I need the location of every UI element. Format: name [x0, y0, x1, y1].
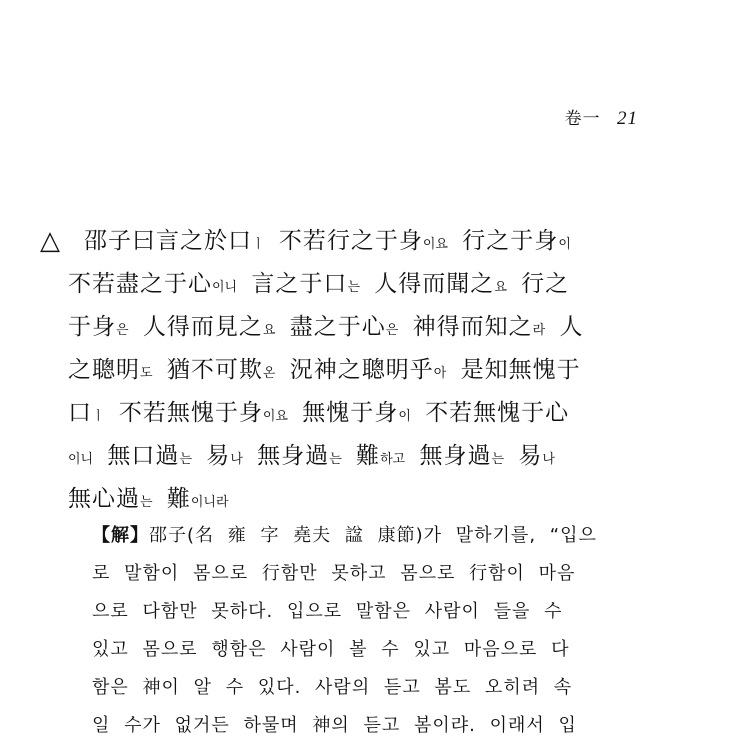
verse-line	[40, 265, 680, 308]
commentary-label: 【解】	[92, 525, 149, 546]
hanja-text: 不若無愧于身	[104, 400, 263, 426]
hanja-text: 難	[152, 486, 191, 512]
commentary-text: 있고 몸으로 행함은 사람이 볼 수 있고 마음으로 다	[92, 639, 570, 660]
commentary-passage	[92, 521, 662, 749]
hanja-text: 無口過	[93, 443, 180, 469]
verse-line	[40, 222, 680, 265]
verse-line	[40, 480, 680, 523]
commentary-line	[92, 597, 662, 635]
reading-particle: 아	[433, 366, 447, 381]
hanja-text: 之聰明	[68, 357, 140, 383]
reading-particle: 하고	[380, 452, 406, 467]
verse-passage	[40, 222, 680, 523]
hanja-text: 行之	[506, 271, 570, 297]
hanja-text: 易	[192, 443, 231, 469]
commentary-text: 으로 다함만 못하다. 입으로 말함은 사람이 들을 수	[92, 601, 563, 622]
commentary-line	[92, 559, 662, 597]
hanja-text: 易	[504, 443, 543, 469]
reading-particle: 라	[532, 323, 546, 338]
running-header	[565, 104, 638, 130]
reading-particle: 는	[140, 495, 153, 510]
hanja-text: 于身	[68, 314, 116, 340]
hanja-text: 不若無愧于心	[410, 400, 570, 426]
commentary-line	[92, 673, 662, 711]
hanja-text: 邵子曰言之於口	[84, 228, 252, 254]
hanja-text: 人得而聞之	[360, 271, 495, 297]
hanja-text: 無心過	[68, 486, 140, 512]
volume-label: 卷一	[564, 109, 601, 129]
hanja-text: 無身過	[242, 443, 330, 469]
reading-particle: 는	[329, 452, 342, 467]
reading-particle: 은	[385, 323, 399, 338]
commentary-text: 로 말함이 몸으로 行함만 못하고 몸으로 行함이 마음	[92, 563, 576, 584]
reading-particle: 이요	[422, 237, 448, 252]
commentary-line	[92, 711, 662, 749]
hanja-text: 口	[68, 400, 92, 426]
reading-particle: 이니	[212, 280, 238, 295]
verse-lines	[40, 222, 680, 523]
reading-particle: 는	[179, 452, 192, 467]
hanja-text: 不若盡之于心	[68, 271, 212, 297]
hanja-text: 無身過	[405, 443, 492, 469]
hanja-text: 神得而知之	[398, 314, 533, 340]
hanja-text: 況神之聰明乎	[275, 357, 434, 383]
commentary-line	[92, 635, 662, 673]
commentary-line	[92, 521, 662, 559]
hanja-text: 言之于口	[237, 271, 348, 297]
reading-particle: 도	[140, 366, 153, 381]
reading-particle: 이	[398, 409, 411, 424]
reading-particle: 는	[347, 280, 360, 295]
hanja-text: 行之于身	[448, 228, 559, 254]
reading-particle: 요	[262, 323, 276, 338]
hanja-text: 人	[545, 314, 584, 340]
hanja-text: 是知無愧于	[446, 357, 581, 383]
hanja-text: 無愧于身	[288, 400, 399, 426]
reading-particle: 요	[494, 280, 507, 295]
hanja-text: 猶不可欺	[152, 357, 263, 383]
hanja-text: 盡之于心	[275, 314, 386, 340]
reading-particle: 나	[230, 452, 243, 467]
reading-particle: 는	[491, 452, 505, 467]
verse-line	[40, 394, 680, 437]
commentary-text: 일 수가 없거든 하물며 神의 듣고 봄이랴. 이래서 입	[92, 715, 577, 736]
verse-line	[40, 437, 680, 480]
commentary-lines	[92, 521, 662, 749]
verse-line	[40, 351, 680, 394]
reading-particle: ㅣ	[92, 409, 105, 424]
reading-particle: 이요	[262, 409, 288, 424]
verse-line	[40, 308, 680, 351]
reading-particle: 온	[262, 366, 276, 381]
commentary-text: 邵子(名 雍 字 堯夫 諡 康節)가 말하기를, “입으	[149, 525, 597, 546]
commentary-text: 함은 神이 알 수 있다. 사람의 듣고 봄도 오히려 속	[92, 677, 573, 698]
reading-particle: 이니라	[190, 495, 229, 510]
page-number: 21	[617, 108, 638, 129]
hanja-text: 人得而見之	[128, 314, 263, 340]
reading-particle: 은	[116, 323, 129, 338]
reading-particle: 이니	[68, 452, 94, 467]
reading-particle: ㅣ	[252, 237, 265, 252]
reading-particle: 이	[558, 237, 571, 252]
hanja-text: 不若行之于身	[264, 228, 423, 254]
hanja-text: 難	[341, 443, 381, 469]
triangle-marker-icon: △	[40, 226, 60, 256]
reading-particle: 나	[542, 452, 555, 467]
